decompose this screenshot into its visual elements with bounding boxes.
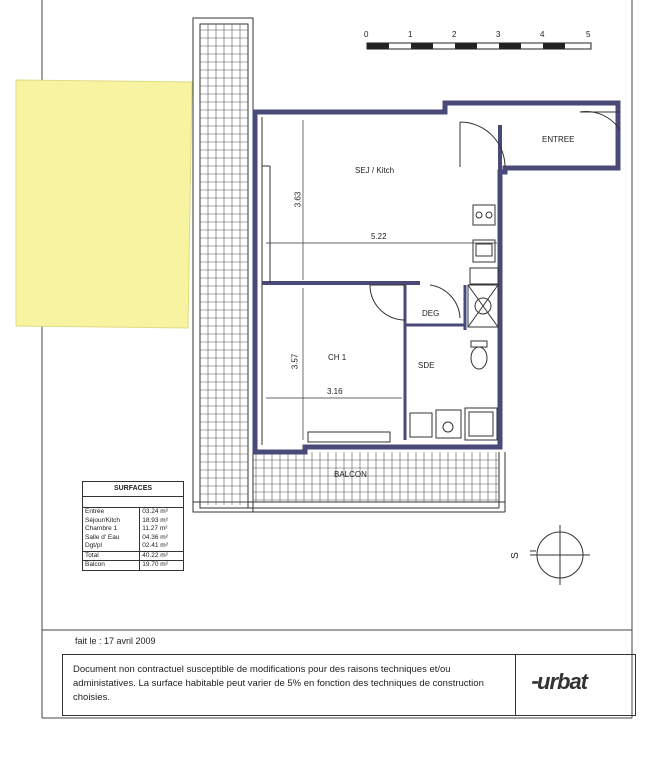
surface-value: 03.24 m² — [140, 508, 183, 517]
room-label-chambre: CH 1 — [328, 353, 347, 362]
footer-disclaimer: Document non contractuel susceptible de modifications pour des raisons techniques et/ou administatives. La surface habitable peut varier de 5% en fonction des techniques de construction choisies. — [73, 664, 484, 703]
scale-bar — [367, 43, 591, 49]
surface-balcon-name: Balcon — [83, 561, 140, 570]
surface-value: 02.41 m² — [140, 542, 183, 551]
room-label-balcon: BALCON — [334, 470, 367, 479]
sticky-note — [16, 80, 192, 328]
surface-name: Dgt/pl — [85, 542, 102, 549]
surface-balcon-row — [83, 561, 183, 570]
surface-row — [83, 517, 183, 526]
dimension-chambre-width: 3.16 — [327, 387, 343, 396]
scale-label: 1 — [408, 30, 413, 39]
surface-row — [83, 534, 183, 543]
footer-box — [62, 654, 636, 716]
surface-name: Séjour/Kitch — [85, 516, 121, 524]
surface-value: 18.93 m² — [140, 517, 183, 526]
surface-value: 04.36 m² — [140, 534, 183, 543]
room-label-deg: DEG — [422, 309, 440, 318]
surface-value: 11.27 m² — [140, 525, 183, 534]
room-label-sejour: SEJ / Kitch — [355, 166, 395, 175]
room-label-entree: ENTREE — [542, 135, 575, 144]
surfaces-title: SURFACES — [83, 482, 183, 497]
surface-name: Chambre 1 — [85, 525, 118, 532]
surface-total-row — [83, 551, 183, 561]
balcony-grid — [200, 24, 499, 505]
surface-name: Entrée — [83, 508, 140, 517]
compass — [530, 525, 590, 585]
scale-label: 3 — [496, 30, 501, 39]
surfaces-table — [82, 481, 184, 571]
scale-label: 4 — [540, 30, 545, 39]
surface-total-name: Total — [83, 551, 140, 561]
surface-row — [83, 525, 183, 534]
surface-name: Salle d' Eau — [85, 533, 120, 541]
scale-label: 5 — [586, 30, 591, 39]
fixtures — [410, 205, 498, 440]
compass-label: S — [509, 552, 521, 559]
footer-divider — [515, 655, 516, 715]
surface-total-value: 40.22 m² — [140, 551, 183, 561]
surface-row — [83, 542, 183, 551]
dimension-sejour-height: 3.63 — [293, 191, 303, 208]
dimension-sejour-width: 5.22 — [371, 232, 387, 241]
scale-label: 0 — [364, 30, 369, 39]
scale-label: 2 — [452, 30, 457, 39]
surface-row — [83, 508, 183, 517]
apartment-walls — [255, 103, 620, 452]
footer-date: fait le : 17 avril 2009 — [75, 636, 156, 646]
urbat-logo: ⁃urbat — [529, 669, 587, 694]
surface-balcon-value: 19.70 m² — [140, 561, 183, 570]
dimension-chambre-height: 3.57 — [290, 353, 300, 370]
logo-text: urbat — [537, 669, 587, 694]
room-label-sde: SDE — [418, 361, 435, 370]
